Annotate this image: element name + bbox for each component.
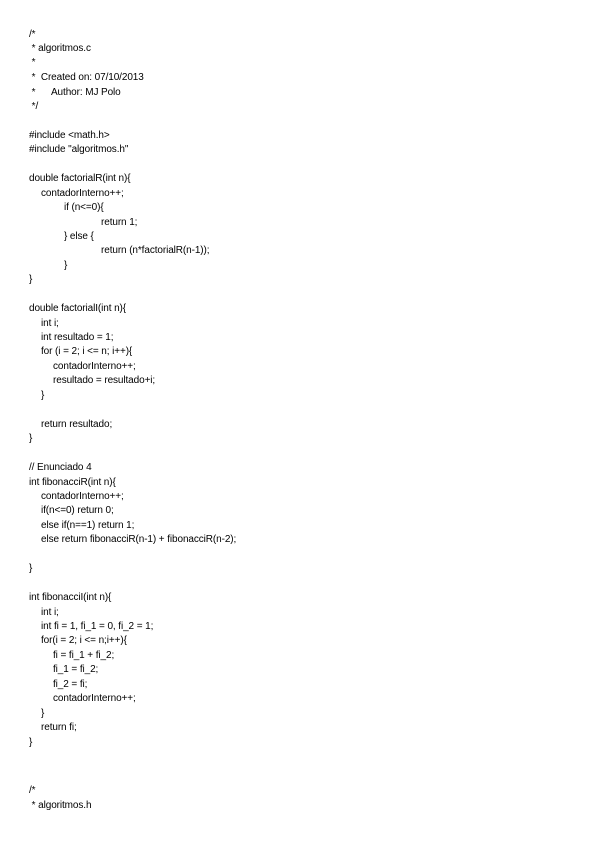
code-line: double factorialR(int n){: [29, 173, 131, 184]
code-line: /*: [29, 29, 36, 40]
code-line: *: [29, 57, 36, 68]
code-line: return 1;: [101, 217, 138, 228]
code-line: contadorInterno++;: [41, 491, 124, 502]
code-line: fi_1 = fi_2;: [53, 664, 99, 675]
code-line: }: [29, 563, 33, 574]
code-line: return (n*factorialR(n-1));: [101, 245, 210, 256]
code-line: #include <math.h>: [29, 130, 110, 141]
code-line: int resultado = 1;: [41, 332, 114, 343]
code-line: fi = fi_1 + fi_2;: [53, 650, 115, 661]
code-line: #include "algoritmos.h": [29, 144, 129, 155]
code-line: return fi;: [41, 722, 77, 733]
code-line: int i;: [41, 607, 59, 618]
code-line: for(i = 2; i <= n;i++){: [41, 635, 127, 646]
code-line: }: [41, 390, 45, 401]
code-line: else if(n==1) return 1;: [41, 520, 135, 531]
code-line: * algoritmos.h: [29, 800, 92, 811]
code-line: for (i = 2; i <= n; i++){: [41, 346, 133, 357]
code-line: int i;: [41, 318, 59, 329]
code-line: }: [29, 274, 33, 285]
code-line: * algoritmos.c: [29, 43, 91, 54]
code-line: } else {: [64, 231, 94, 242]
code-line: int fibonacciI(int n){: [29, 592, 112, 603]
code-line: resultado = resultado+i;: [53, 375, 156, 386]
code-line: // Enunciado 4: [29, 462, 92, 473]
code-line: fi_2 = fi;: [53, 679, 88, 690]
code-line: * Created on: 07/10/2013: [29, 72, 144, 83]
code-line: if(n<=0) return 0;: [41, 505, 114, 516]
code-line: int fibonacciR(int n){: [29, 477, 116, 488]
code-line: contadorInterno++;: [53, 693, 136, 704]
code-line: double factorialI(int n){: [29, 303, 127, 314]
code-line: /*: [29, 785, 36, 796]
code-line: if (n<=0){: [64, 202, 104, 213]
code-line: contadorInterno++;: [41, 188, 124, 199]
code-line: }: [29, 737, 33, 748]
code-line: * Author: MJ Polo: [29, 87, 121, 98]
code-line: }: [64, 260, 68, 271]
code-line: int fi = 1, fi_1 = 0, fi_2 = 1;: [41, 621, 154, 632]
code-line: }: [41, 708, 45, 719]
code-line: */: [29, 101, 39, 112]
code-line: return resultado;: [41, 419, 113, 430]
code-line: else return fibonacciR(n-1) + fibonacciR(n-2);: [41, 534, 237, 545]
code-line: contadorInterno++;: [53, 361, 136, 372]
code-line: }: [29, 433, 33, 444]
